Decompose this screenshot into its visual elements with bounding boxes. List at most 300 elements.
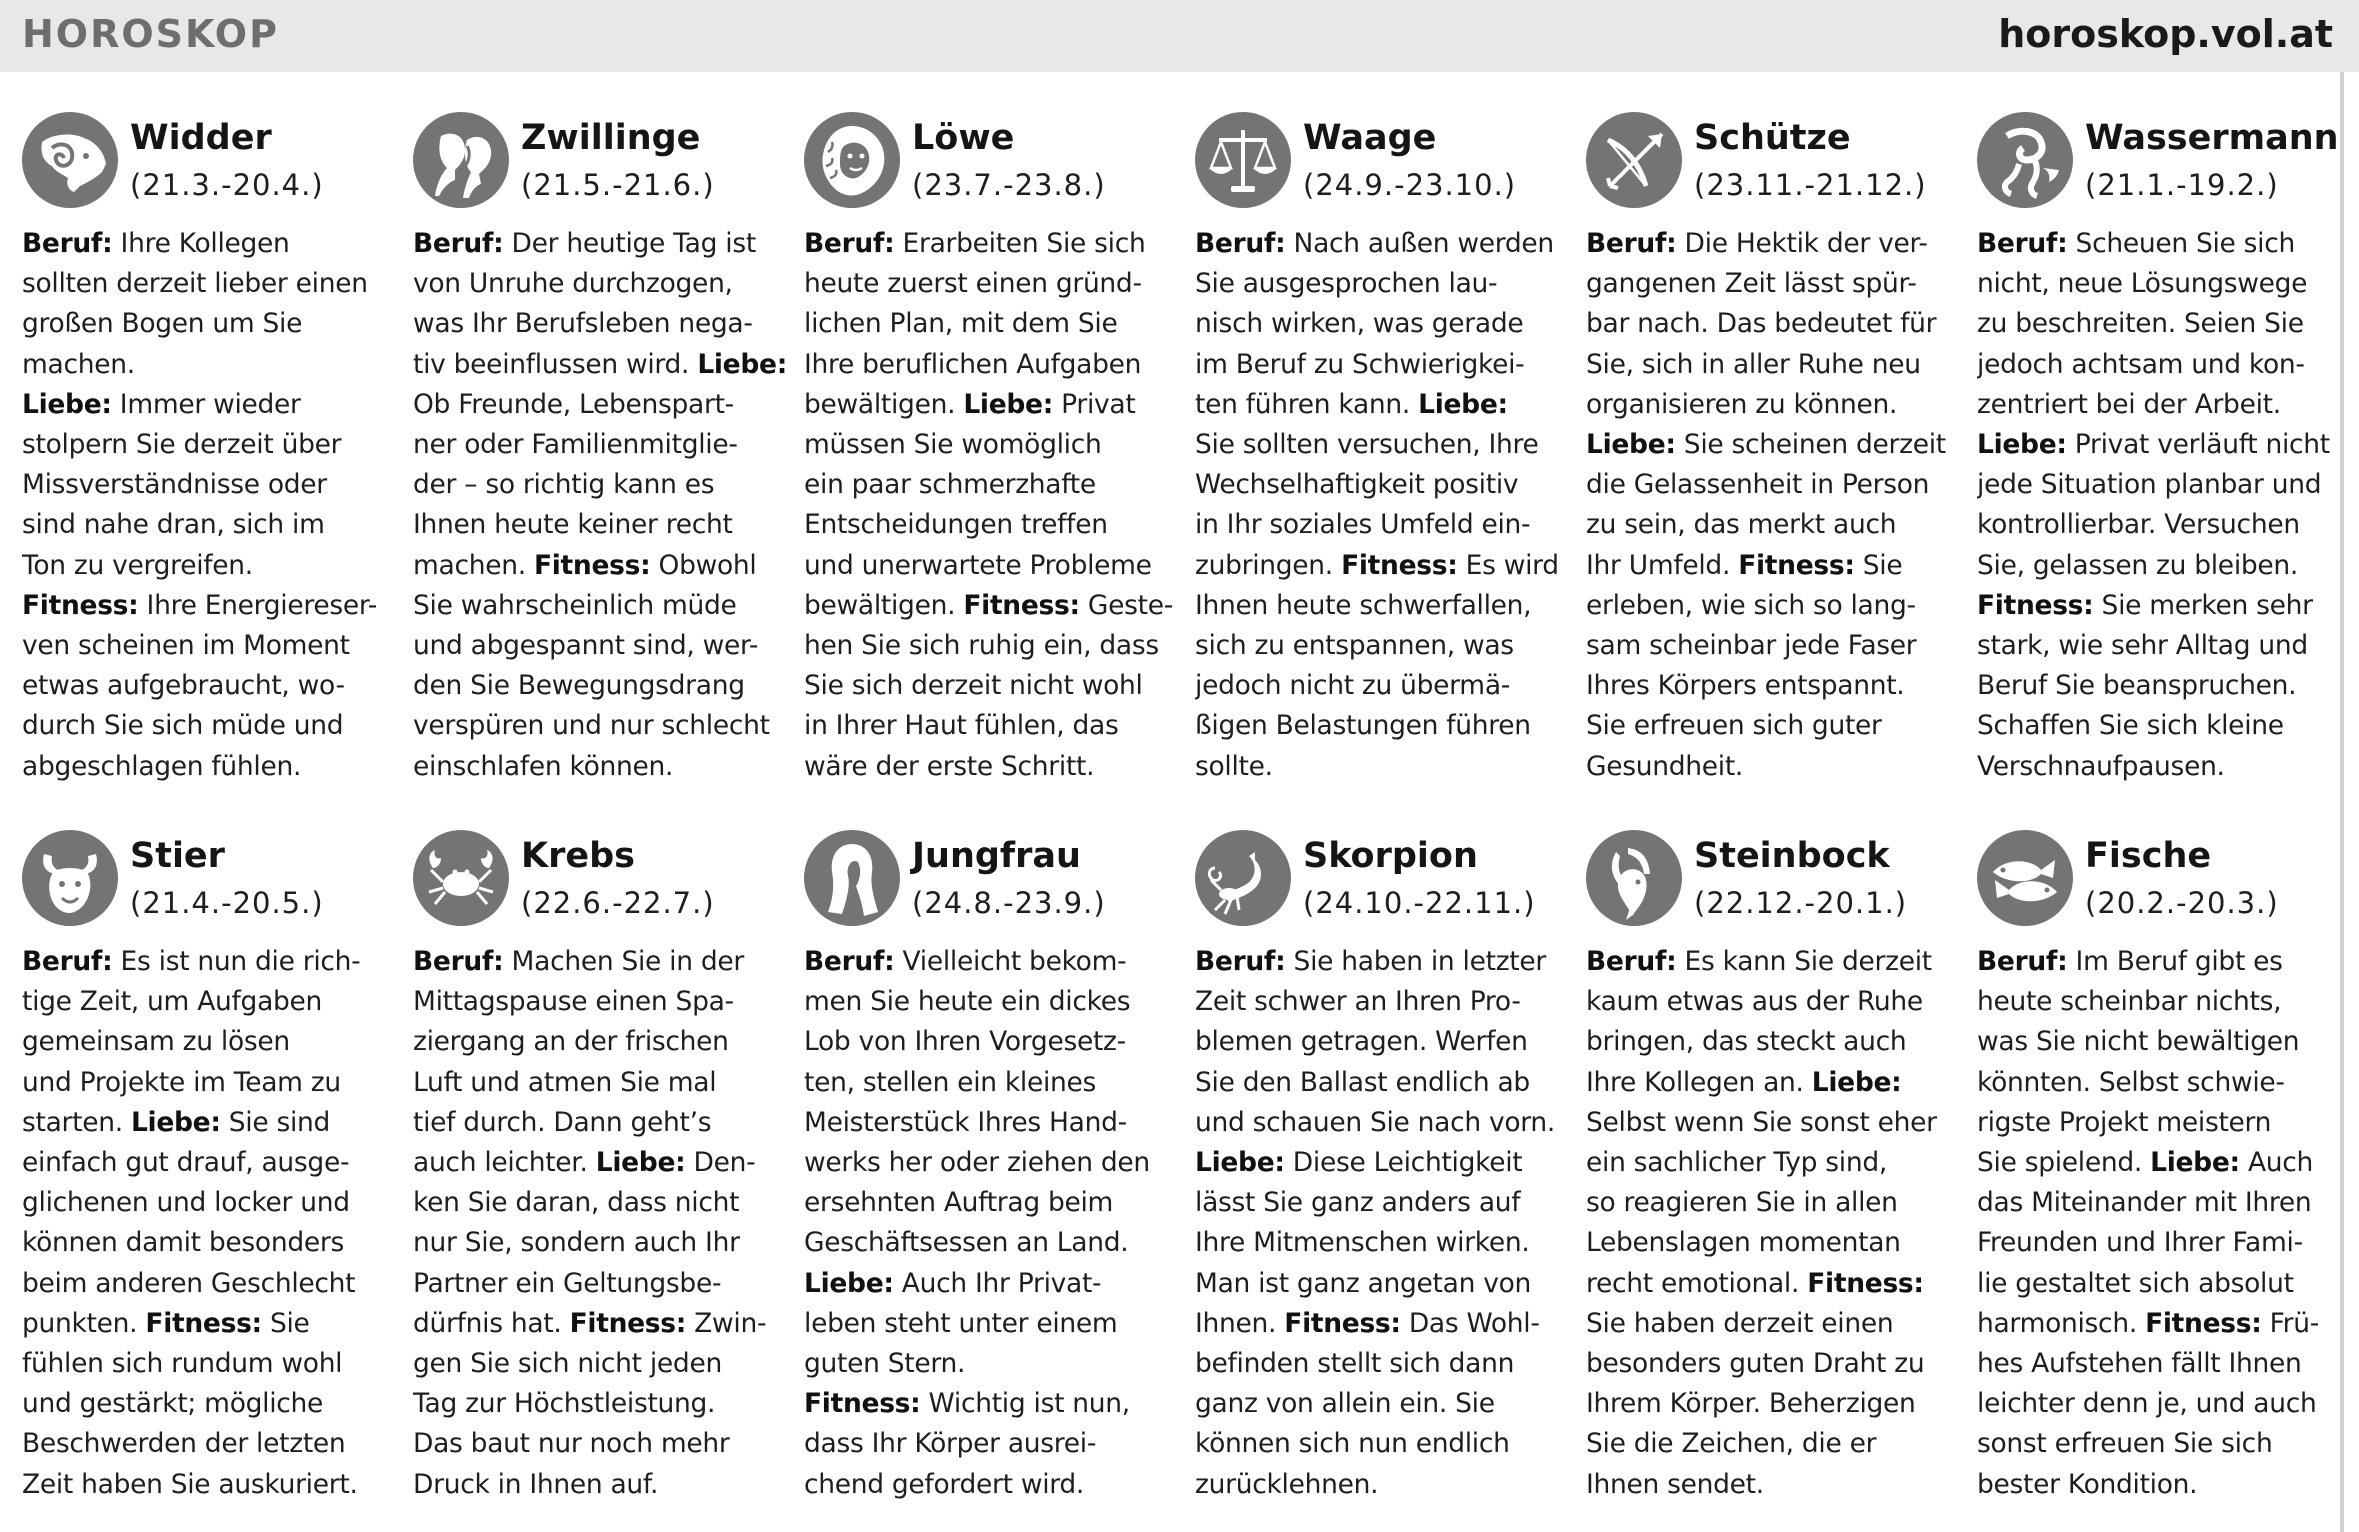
text-segment: Ihnen heute schwerfallen, [1195, 589, 1532, 621]
text-line [1977, 1424, 2359, 1464]
text-segment: Sie sind [220, 1106, 331, 1138]
text-segment: Ihr Umfeld. [1586, 549, 1739, 581]
category-label: Beruf: [1586, 228, 1677, 259]
text-line [1195, 1384, 1585, 1424]
horoscope-text [1977, 942, 2359, 1505]
text-segment: was Ihr Berufsleben nega- [413, 308, 753, 340]
sign-card-waage [1195, 108, 1585, 826]
text-line [1977, 1183, 2359, 1223]
text-line [413, 666, 803, 706]
text-segment: Frü- [2261, 1307, 2320, 1339]
text-segment: Das Wohl- [1400, 1307, 1540, 1339]
text-segment: ten führen kann. [1195, 388, 1419, 420]
sign-header [1195, 826, 1585, 932]
text-segment: zu beschreiten. Seien Sie [1977, 308, 2304, 340]
text-segment: sonst erfreuen Sie sich [1977, 1428, 2273, 1460]
sign-name: Jungfrau [912, 836, 1081, 876]
sign-dates: (22.6.-22.7.) [521, 886, 715, 920]
sign-dates: (23.7.-23.8.) [912, 168, 1106, 202]
text-line [413, 1063, 803, 1103]
text-line [413, 747, 803, 787]
text-line [1586, 1223, 1976, 1263]
text-segment: chend gefordert wird. [804, 1468, 1085, 1500]
text-line [1586, 224, 1976, 264]
text-line [22, 465, 412, 505]
sign-dates: (22.12.-20.1.) [1694, 886, 1908, 920]
text-line [1195, 465, 1585, 505]
text-segment: die Gelassenheit in Person [1586, 469, 1930, 501]
text-line [22, 982, 412, 1022]
text-segment: was Sie nicht bewältigen [1977, 1026, 2300, 1058]
text-segment: ten, stellen ein kleines [804, 1066, 1097, 1098]
text-segment: Sie haben derzeit einen [1586, 1307, 1894, 1339]
text-segment: jede Situation planbar und [1977, 469, 2322, 501]
text-line [22, 666, 412, 706]
text-segment: Entscheidungen treffen [804, 509, 1108, 541]
category-label: Liebe: [2150, 1147, 2240, 1179]
text-segment: zurücklehnen. [1195, 1468, 1379, 1500]
text-line [1195, 1103, 1585, 1143]
text-segment: kontrollierbar. Versuchen [1977, 509, 2300, 541]
text-line [1586, 425, 1976, 465]
text-segment: sich zu entspannen, was [1195, 630, 1514, 662]
text-segment: abgeschlagen fühlen. [22, 750, 302, 782]
category-label: Beruf: [804, 228, 895, 259]
text-segment: Beschwerden der letzten [22, 1428, 346, 1460]
text-line [1586, 465, 1976, 505]
virgin-icon [804, 830, 900, 926]
text-line [413, 1223, 803, 1263]
category-label: Liebe: [1195, 1147, 1285, 1179]
sign-dates: (21.4.-20.5.) [130, 886, 324, 920]
sign-header [804, 108, 1194, 214]
text-segment: Machen Sie in der [503, 946, 744, 977]
text-line [1977, 1223, 2359, 1263]
text-line [804, 1304, 1194, 1344]
text-segment: einfach gut drauf, ausge- [22, 1147, 350, 1179]
sign-card-widder [22, 108, 412, 826]
category-label: Beruf: [1195, 946, 1286, 977]
website-url: horoskop.vol.at [1998, 12, 2333, 56]
text-line [22, 706, 412, 746]
text-line [804, 586, 1194, 626]
text-line [413, 1465, 803, 1505]
text-line [804, 747, 1194, 787]
text-line [1977, 982, 2359, 1022]
text-line [22, 942, 412, 982]
text-line [804, 224, 1194, 264]
text-line [804, 385, 1194, 425]
text-line [804, 666, 1194, 706]
text-segment: Beruf Sie beanspruchen. [1977, 670, 2297, 702]
text-line [413, 1344, 803, 1384]
sign-name: Krebs [521, 836, 636, 876]
text-line [22, 224, 412, 264]
text-line [1586, 1264, 1976, 1304]
text-line [1195, 1143, 1585, 1183]
text-segment: Sie erfreuen sich guter [1586, 710, 1882, 742]
text-line [22, 1264, 412, 1304]
text-segment: befinden stellt sich dann [1195, 1348, 1515, 1380]
text-segment: lie gestaltet sich absolut [1977, 1267, 2294, 1299]
text-segment: zu sein, das merkt auch [1586, 509, 1897, 541]
sign-dates: (24.9.-23.10.) [1303, 168, 1517, 202]
text-line [1586, 1344, 1976, 1384]
category-label: Fitness: [804, 1388, 921, 1420]
text-segment: Zeit haben Sie auskuriert. [22, 1468, 358, 1500]
text-line [1195, 626, 1585, 666]
text-line [1195, 264, 1585, 304]
category-label: Liebe: [1418, 388, 1508, 420]
text-segment: Ihre Kollegen an. [1586, 1066, 1812, 1098]
text-line [1977, 1063, 2359, 1103]
sign-card-krebs [413, 826, 803, 1518]
text-segment: jedoch achtsam und kon- [1977, 348, 2305, 380]
text-segment: hen Sie sich ruhig ein, dass [804, 630, 1159, 662]
text-segment: organisieren zu können. [1586, 388, 1898, 420]
text-segment: den Sie Bewegungsdrang [413, 670, 745, 702]
text-line [22, 1103, 412, 1143]
text-segment: fühlen sich rundum wohl [22, 1348, 343, 1380]
text-segment: heute scheinbar nichts, [1977, 986, 2282, 1018]
text-segment: im Beruf zu Schwierigkei- [1195, 348, 1525, 380]
text-segment: punkten. [22, 1307, 146, 1339]
sign-header [413, 108, 803, 214]
text-line [413, 385, 803, 425]
sign-name: Wassermann [2085, 118, 2339, 158]
category-label: Fitness: [1807, 1267, 1924, 1299]
text-line [413, 505, 803, 545]
text-line [1195, 1183, 1585, 1223]
text-line [1195, 546, 1585, 586]
text-segment: besonders guten Draht zu [1586, 1348, 1925, 1380]
text-line [1977, 666, 2359, 706]
text-segment: harmonisch. [1977, 1307, 2146, 1339]
text-line [1586, 1304, 1976, 1344]
text-line [413, 1304, 803, 1344]
text-line [22, 1304, 412, 1344]
text-line [804, 706, 1194, 746]
text-line [413, 546, 803, 586]
text-segment: tige Zeit, um Aufgaben [22, 986, 323, 1018]
text-segment: starten. [22, 1106, 131, 1138]
text-segment: Verschnaufpausen. [1977, 750, 2225, 782]
text-segment: lichen Plan, mit dem Sie [804, 308, 1118, 340]
text-line [804, 1465, 1194, 1505]
text-line [1977, 1264, 2359, 1304]
text-segment: wäre der erste Schritt. [804, 750, 1095, 782]
text-segment: ßigen Belastungen führen [1195, 710, 1531, 742]
text-line [413, 1103, 803, 1143]
text-line [1195, 1424, 1585, 1464]
sign-dates: (20.2.-20.3.) [2085, 886, 2279, 920]
text-line [1586, 586, 1976, 626]
text-segment: Geschäftsessen an Land. [804, 1227, 1129, 1259]
text-line [804, 1384, 1194, 1424]
sign-header [1586, 826, 1976, 932]
text-line [804, 465, 1194, 505]
text-segment: Ihre Kollegen [112, 228, 290, 259]
text-segment: Ihre beruflichen Aufgaben [804, 348, 1142, 380]
category-label: Fitness: [1977, 589, 2094, 621]
section-title: HOROSKOP [22, 12, 279, 56]
text-line [22, 586, 412, 626]
text-segment: dürfnis hat. [413, 1307, 570, 1339]
text-segment: Luft und atmen Sie mal [413, 1066, 717, 1098]
text-segment: Ihres Körpers entspannt. [1586, 670, 1905, 702]
text-line [1586, 1063, 1976, 1103]
text-line [22, 345, 412, 385]
text-segment: Privat [1053, 388, 1136, 420]
text-segment: bewältigen. [804, 388, 964, 420]
text-line [1586, 264, 1976, 304]
text-segment: Sie scheinen derzeit [1675, 429, 1946, 461]
sign-header [1586, 108, 1976, 214]
text-line [1195, 224, 1585, 264]
twins-icon [413, 112, 509, 208]
text-segment: sam scheinbar jede Faser [1586, 630, 1917, 662]
text-segment: Sie die Zeichen, die er [1586, 1428, 1877, 1460]
text-line [1977, 425, 2359, 465]
text-segment: Nach außen werden [1285, 228, 1554, 259]
text-segment: müssen Sie womöglich [804, 429, 1102, 461]
text-segment: ein paar schmerzhafte [804, 469, 1096, 501]
text-segment: glichenen und locker und [22, 1187, 350, 1219]
text-line [1977, 1304, 2359, 1344]
category-label: Fitness: [22, 589, 139, 621]
text-line [1586, 1143, 1976, 1183]
text-line [413, 304, 803, 344]
text-segment: stolpern Sie derzeit über [22, 429, 342, 461]
text-segment: Gesundheit. [1586, 750, 1744, 782]
text-segment: zentriert bei der Arbeit. [1977, 388, 2281, 420]
text-segment: sollten derzeit lieber einen [22, 268, 368, 300]
sign-dates: (24.10.-22.11.) [1303, 886, 1536, 920]
text-segment: Lebenslagen momentan [1586, 1227, 1901, 1259]
text-segment: der – so richtig kann es [413, 469, 715, 501]
text-line [1195, 666, 1585, 706]
sign-header [1195, 108, 1585, 214]
text-line [1195, 385, 1585, 425]
text-line [22, 505, 412, 545]
text-segment: nicht, neue Lösungswege [1977, 268, 2308, 300]
text-segment: tiv beeinflussen wird. [413, 348, 698, 380]
text-segment: Das baut nur noch mehr [413, 1428, 730, 1460]
text-segment: Es kann Sie derzeit [1676, 946, 1932, 977]
category-label: Beruf: [22, 946, 113, 977]
text-segment: jedoch nicht zu übermä- [1195, 670, 1511, 702]
text-segment: machen. [413, 549, 534, 581]
text-line [1586, 747, 1976, 787]
sign-name: Skorpion [1303, 836, 1478, 876]
horoscope-text [1195, 224, 1585, 787]
text-line [1977, 1384, 2359, 1424]
text-segment: leichter denn je, und auch [1977, 1388, 2317, 1420]
text-segment: durch Sie sich müde und [22, 710, 344, 742]
sign-name: Löwe [912, 118, 1015, 158]
category-label: Fitness: [1284, 1307, 1401, 1339]
sign-dates: (21.3.-20.4.) [130, 168, 324, 202]
text-segment: können sich nun endlich [1195, 1428, 1510, 1460]
text-line [1195, 586, 1585, 626]
text-line [22, 546, 412, 586]
text-line [1977, 586, 2359, 626]
text-segment: Den- [685, 1147, 756, 1179]
text-line [22, 1424, 412, 1464]
sign-header [804, 826, 1194, 932]
category-label: Fitness: [1341, 549, 1458, 581]
text-segment: bewältigen. [804, 589, 964, 621]
horoscope-text [1586, 224, 1976, 787]
text-line [804, 1103, 1194, 1143]
text-line [22, 304, 412, 344]
text-line [804, 1143, 1194, 1183]
horoscope-text [413, 942, 803, 1505]
text-segment: und unerwartete Probleme [804, 549, 1152, 581]
text-segment: ziergang an der frischen [413, 1026, 729, 1058]
text-segment: sollte. [1195, 750, 1273, 782]
text-segment: Die Hektik der ver- [1676, 228, 1928, 259]
text-segment: dass Ihr Körper ausrei- [804, 1428, 1097, 1460]
text-line [413, 224, 803, 264]
text-segment: und Projekte im Team zu [22, 1066, 341, 1098]
text-line [22, 1223, 412, 1263]
text-segment: Scheuen Sie sich [2067, 228, 2296, 259]
text-line [804, 425, 1194, 465]
text-line [1195, 345, 1585, 385]
text-line [1195, 706, 1585, 746]
text-line [1195, 1304, 1585, 1344]
text-segment: Ihrem Körper. Beherzigen [1586, 1388, 1916, 1420]
category-label: Beruf: [413, 228, 504, 259]
sign-card-wassermann [1977, 108, 2359, 826]
text-segment: Meisterstück Ihres Hand- [804, 1106, 1127, 1138]
lion-icon [804, 112, 900, 208]
text-segment: einschlafen können. [413, 750, 674, 782]
text-segment: in Ihrer Haut fühlen, das [804, 710, 1119, 742]
text-line [1586, 626, 1976, 666]
text-segment: Ihnen sendet. [1586, 1468, 1764, 1500]
text-line [1586, 505, 1976, 545]
text-segment: Diese Leichtigkeit [1284, 1147, 1523, 1179]
text-segment: Ihnen. [1195, 1307, 1285, 1339]
text-line [804, 1344, 1194, 1384]
text-line [1195, 1022, 1585, 1062]
text-segment: men Sie heute ein dickes [804, 986, 1131, 1018]
text-segment: Obwohl [650, 549, 757, 581]
text-segment: hes Aufstehen fällt Ihnen [1977, 1348, 2302, 1380]
category-label: Fitness: [2145, 1307, 2262, 1339]
sign-card-jungfrau [804, 826, 1194, 1518]
text-segment: Tag zur Höchstleistung. [413, 1388, 716, 1420]
horoscope-text [804, 942, 1194, 1505]
text-segment: nur Sie, sondern auch Ihr [413, 1227, 740, 1259]
text-segment: und abgespannt sind, wer- [413, 630, 759, 662]
text-line [804, 1063, 1194, 1103]
text-line [413, 465, 803, 505]
text-segment: Sie sollten versuchen, Ihre [1195, 429, 1539, 461]
text-line [804, 505, 1194, 545]
text-line [1977, 465, 2359, 505]
text-line [1586, 1103, 1976, 1143]
text-line [1586, 666, 1976, 706]
text-line [22, 1465, 412, 1505]
text-line [413, 1264, 803, 1304]
text-line [413, 586, 803, 626]
sign-dates: (21.5.-21.6.) [521, 168, 715, 202]
text-line [22, 1143, 412, 1183]
text-line [804, 1022, 1194, 1062]
text-line [1586, 1022, 1976, 1062]
bull-icon [22, 830, 118, 926]
text-line [1195, 1063, 1585, 1103]
horoscope-text [1195, 942, 1585, 1505]
category-label: Beruf: [1195, 228, 1286, 259]
text-segment: Zeit schwer an Ihren Pro- [1195, 986, 1521, 1018]
text-line [1195, 1465, 1585, 1505]
sign-card-loewe [804, 108, 1194, 826]
text-segment: Auch [2239, 1147, 2314, 1179]
text-line [413, 1384, 803, 1424]
text-line [1977, 345, 2359, 385]
text-segment: Ihre Mitmenschen wirken. [1195, 1227, 1530, 1259]
category-label: Beruf: [22, 228, 113, 259]
sign-card-zwillinge [413, 108, 803, 826]
text-segment: Lob von Ihren Vorgesetz- [804, 1026, 1126, 1058]
text-segment: ein sachlicher Typ sind, [1586, 1147, 1888, 1179]
text-segment: Sie, sich in aller Ruhe neu [1586, 348, 1921, 380]
horoscope-text [1586, 942, 1976, 1505]
text-segment: auch leichter. [413, 1147, 596, 1179]
text-segment: beim anderen Geschlecht [22, 1267, 356, 1299]
text-segment: und schauen Sie nach vorn. [1195, 1106, 1556, 1138]
category-label: Liebe: [963, 388, 1054, 420]
category-label: Liebe: [1586, 429, 1676, 461]
text-segment: so reagieren Sie in allen [1586, 1187, 1898, 1219]
sign-name: Zwillinge [521, 118, 701, 158]
text-segment: Partner ein Geltungsbe- [413, 1267, 722, 1299]
text-line [1586, 345, 1976, 385]
bow-arrow-icon [1586, 112, 1682, 208]
text-line [1977, 546, 2359, 586]
text-segment: Mittagspause einen Spa- [413, 986, 734, 1018]
text-segment: Sie wahrscheinlich müde [413, 589, 737, 621]
text-line [1195, 304, 1585, 344]
category-label: Fitness: [533, 549, 651, 581]
ram-icon [22, 112, 118, 208]
text-line [804, 345, 1194, 385]
text-line [1977, 1344, 2359, 1384]
text-segment: Sie merken sehr [2093, 589, 2313, 621]
text-line [413, 1022, 803, 1062]
horoscope-text [22, 224, 412, 787]
text-line [1195, 747, 1585, 787]
text-segment: heute zuerst einen gründ- [804, 268, 1142, 300]
text-line [413, 706, 803, 746]
text-line [22, 1022, 412, 1062]
sign-card-stier [22, 826, 412, 1518]
text-segment: in Ihr soziales Umfeld ein- [1195, 509, 1531, 541]
fish-icon [1977, 830, 2073, 926]
category-label: Liebe: [1811, 1066, 1902, 1098]
text-segment: Ihre Energiereser- [138, 589, 378, 621]
text-segment: Es wird [1457, 549, 1559, 581]
sign-card-schuetze [1586, 108, 1976, 826]
text-line [413, 1183, 803, 1223]
text-segment: das Miteinander mit Ihren [1977, 1187, 2312, 1219]
text-segment: Schaffen Sie sich kleine [1977, 710, 2284, 742]
sign-card-fische [1977, 826, 2359, 1518]
